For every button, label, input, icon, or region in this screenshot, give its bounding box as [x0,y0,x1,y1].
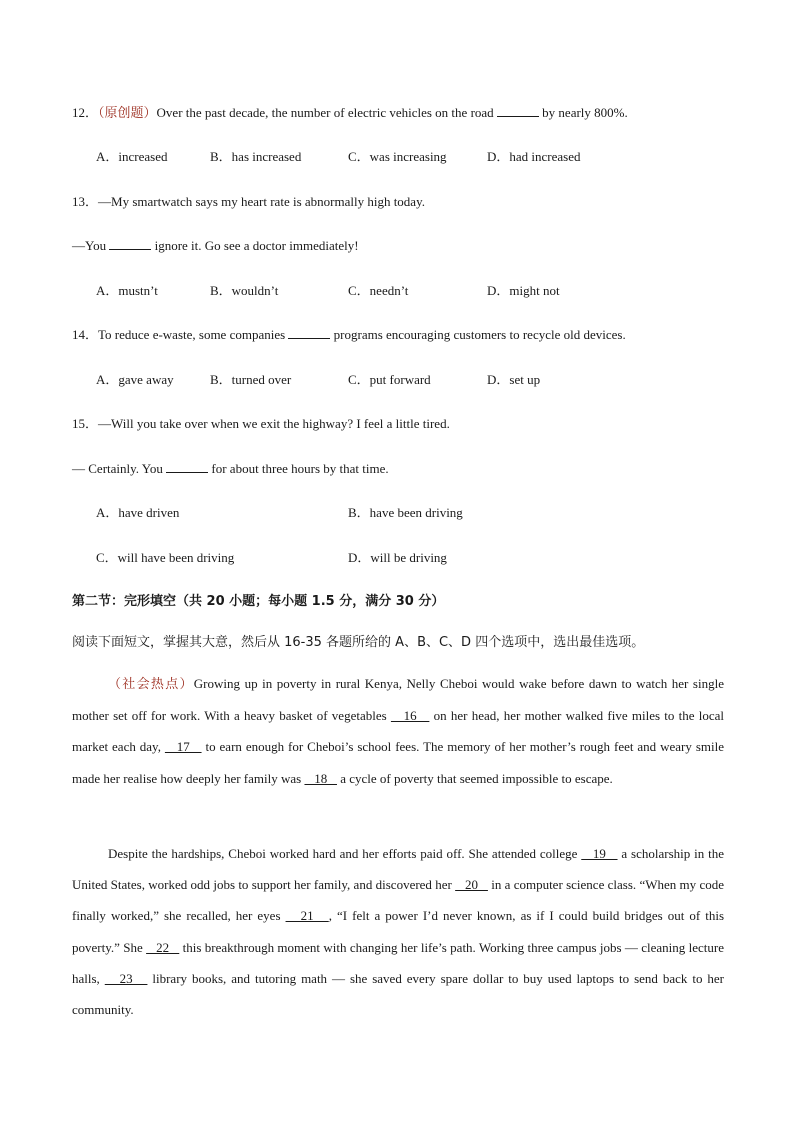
question-tag: （原创题） [98,106,157,121]
passage-text: on her head, her mother walked five miles to the local market each day, [72,708,725,755]
question-12 [72,104,628,123]
question-stem-start: Over the past decade, the number of electric vehicles on the road [156,105,497,120]
blank-18: 18 [304,770,337,786]
dialogue-line-2-start: —You [72,238,110,253]
passage-text: , “I felt a power I’d never known, as if I could build bridges out of this poverty.” She [72,908,725,955]
question-13 [72,193,425,211]
passage-text: this breakthrough moment with changing her life’s path. Working three campus jobs — cleaning lecture halls, [72,939,725,986]
dialogue-line-2-start: — Certainly. You [72,461,167,476]
question-15-reply [72,460,389,478]
blank-17: 17 [164,739,202,755]
option-a: A．increased [96,149,168,164]
answer-blank [109,237,151,250]
option-b: B．has increased [210,149,302,164]
blank-19: 19 [581,846,618,861]
blank-22: 22 [146,939,180,955]
question-15 [72,415,450,433]
passage-paragraph-2 [72,838,724,1025]
passage-text: Despite the hardships, Cheboi worked hard and her efforts paid off. She attended college [108,846,582,861]
question-number: 15． [72,416,99,431]
section-instruction: 阅读下面短文，掌握其大意，然后从 16-35 各题所给的 A、B、C、D 四个选项中，选出最佳选项。 [72,635,645,650]
option-b: B．wouldn’t [210,283,279,298]
option-c: C．put forward [348,372,431,387]
option-a: A．have driven [96,505,180,520]
question-stem-end: by nearly 800%. [538,105,628,120]
question-number: 14． [72,327,99,342]
passage-text: library books, and tutoring math — she saved every spare dollar to buy used laptops to send back to her community. [72,970,724,1018]
passage-paragraph-1 [72,668,724,794]
blank-16: 16 [390,708,430,724]
option-a: A．gave away [96,372,174,387]
option-c: C．was increasing [348,149,447,164]
question-stem-start: To reduce e-waste, some companies [98,327,289,342]
question-number: 13． [72,194,99,209]
option-d: D．had increased [487,149,581,164]
passage-text: Growing up in poverty in rural Kenya, Nelly Cheboi would wake before dawn to watch her single mother set off for work. With a heavy basket of vegetables [72,676,724,724]
answer-blank [288,326,330,339]
option-c: C．needn’t [348,283,409,298]
passage-tag: （社会热点） [108,677,194,692]
passage-text: a cycle of poverty that seemed impossible to escape. [336,770,613,786]
option-a: A．mustn’t [96,283,158,298]
question-13-reply [72,237,359,255]
option-b: B．have been driving [348,505,463,520]
passage-text: in a computer science class. “When my code finally worked,” she recalled, her eyes [72,877,724,924]
answer-blank [497,104,539,117]
option-d: D．set up [487,372,541,387]
option-b: B．turned over [210,372,292,387]
dialogue-line-2-end: for about three hours by that time. [208,461,389,476]
blank-23: 23 [104,970,148,986]
passage-text: to earn enough for Cheboi’s school fees. The memory of her mother’s rough feet and weary smile made her realise how deeply her family was [72,739,724,786]
section-title: 第二节：完形填空（共 20 小题；每小题 1.5 分，满分 30 分） [72,594,445,609]
question-14 [72,326,626,344]
answer-blank [166,460,208,473]
blank-21: 21 [285,908,329,924]
option-d: D．might not [487,283,560,298]
passage-text: a scholarship in the United States, worked odd jobs to support her family, and discovered her [72,846,725,893]
dialogue-line-2-end: ignore it. Go see a doctor immediately! [151,238,359,253]
dialogue-line-1: —My smartwatch says my heart rate is abnormally high today. [98,194,425,209]
option-d: D．will be driving [348,550,447,565]
dialogue-line-1: —Will you take over when we exit the highway? I feel a little tired. [98,416,450,431]
question-number: 12． [72,105,99,120]
option-c: C．will have been driving [96,550,235,565]
blank-20: 20 [455,877,488,893]
question-stem-end: programs encouraging customers to recycle old devices. [330,327,626,342]
